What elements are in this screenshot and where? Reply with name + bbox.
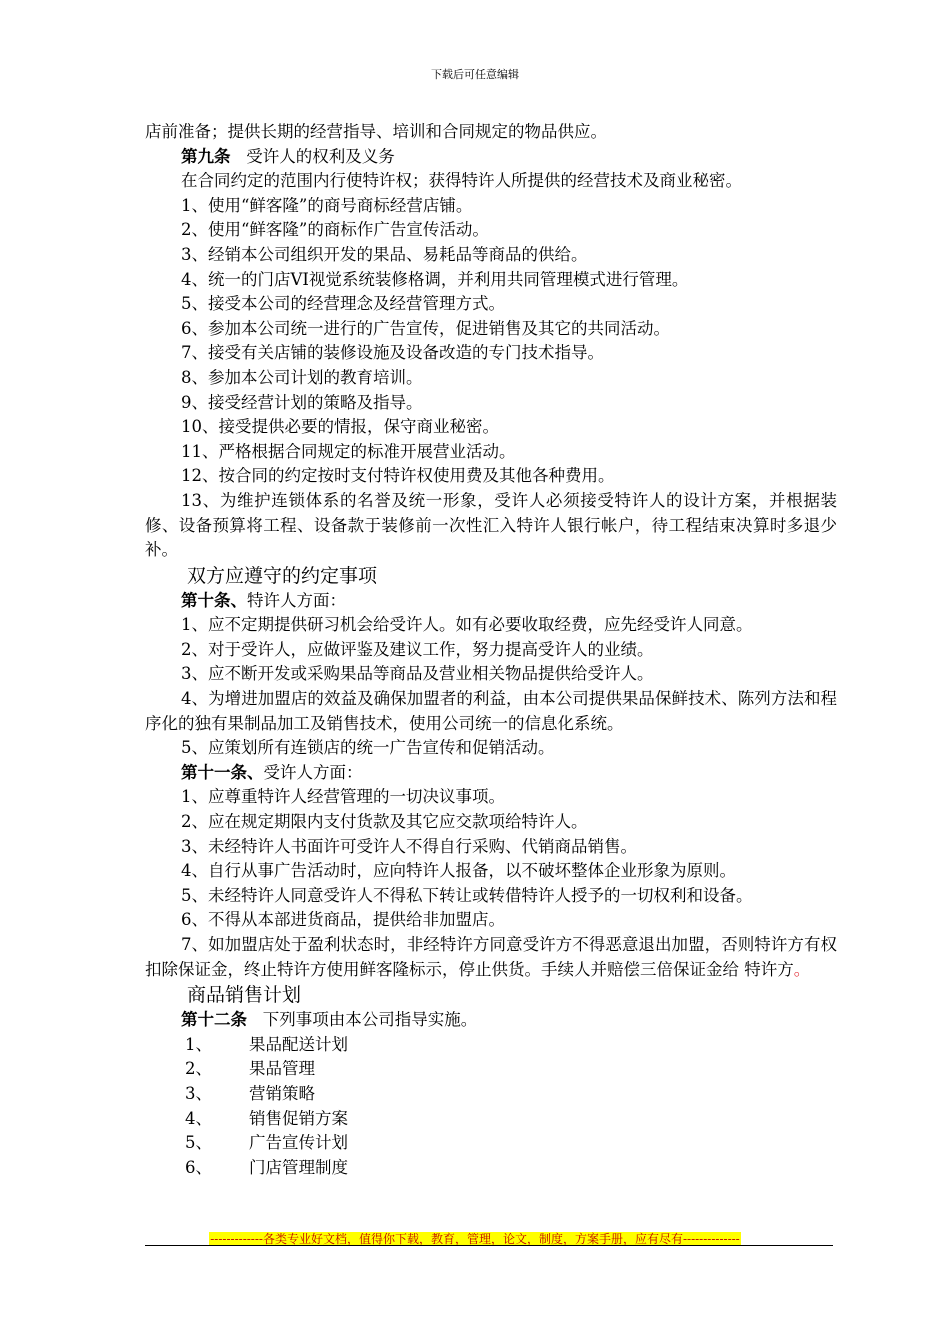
list-item: 6、不得从本部进货商品，提供给非加盟店。 bbox=[181, 910, 505, 930]
article-11-label: 第十一条、 bbox=[181, 762, 264, 782]
list-item: 2、使用“鲜客隆”的商标作广告宣传活动。 bbox=[181, 220, 489, 240]
list-item: 4、统一的门店VI视觉系统装修格调，并利用共同管理模式进行管理。 bbox=[181, 269, 689, 289]
article-9-desc: 在合同约定的范围内行使特许权；获得特许人所提供的经营技术及商业秘密。 bbox=[181, 171, 742, 191]
list-item bbox=[145, 1107, 837, 1132]
article-11-title: 受许人方面： bbox=[263, 762, 363, 782]
list-number: 6、 bbox=[185, 1157, 212, 1177]
article-10-heading bbox=[145, 589, 837, 614]
list-item: 2、应在规定期限内支付货款及其它应交款项给特许人。 bbox=[181, 812, 588, 832]
document-body bbox=[145, 120, 837, 1180]
footer-divider bbox=[145, 1245, 833, 1246]
article-11-heading bbox=[145, 761, 837, 786]
list-item: 4、自行从事广告活动时，应向特许人报备，以不破坏整体企业形象为原则。 bbox=[181, 861, 736, 881]
article-10-title: 特许人方面： bbox=[247, 590, 346, 610]
list-item bbox=[145, 1057, 837, 1082]
list-item: 8、参加本公司计划的教育培训。 bbox=[181, 367, 423, 387]
list-item: 5、未经特许人同意受许人不得私下转让或转借特许人授予的一切权利和设备。 bbox=[181, 885, 753, 905]
article-12-heading bbox=[145, 1008, 837, 1033]
list-item: 1、应不定期提供研习机会给受许人。如有必要收取经费，应先经受许人同意。 bbox=[181, 615, 753, 635]
list-item: 6、参加本公司统一进行的广告宣传，促进销售及其它的共同活动。 bbox=[181, 318, 670, 338]
page-header: 下载后可任意编辑 bbox=[431, 68, 519, 81]
list-number: 1、 bbox=[185, 1034, 212, 1054]
list-item: 4、为增进加盟店的效益及确保加盟者的利益，由本公司提供果品保鲜技术、陈列方法和程序化的独有果制品加工及销售技术，使用公司统一的信息化系统。 bbox=[145, 689, 837, 733]
list-item bbox=[145, 933, 837, 982]
list-item bbox=[145, 1156, 837, 1181]
list-item: 5、应策划所有连锁店的统一广告宣传和促销活动。 bbox=[181, 738, 555, 758]
list-text: 广告宣传计划 bbox=[249, 1133, 348, 1153]
list-text: 门店管理制度 bbox=[249, 1157, 348, 1177]
list-item: 11、严格根据合同规定的标准开展营业活动。 bbox=[181, 441, 516, 461]
list-item: 13、为维护连锁体系的名誉及统一形象，受许人必须接受特许人的设计方案，并根据装修、设备预算将工程、设备款于装修前一次性汇入特许人银行帐户，待工程结束决算时多退少补。 bbox=[145, 490, 837, 560]
list-item: 7、接受有关店铺的装修设施及设备改造的专门技术指导。 bbox=[181, 343, 604, 363]
list-item: 10、接受提供必要的情报，保守商业秘密。 bbox=[181, 417, 499, 437]
list-item: 9、接受经营计划的策略及指导。 bbox=[181, 392, 423, 412]
article-9-title: 受许人的权利及义务 bbox=[246, 146, 395, 166]
section-heading: 双方应遵守的约定事项 bbox=[187, 564, 378, 587]
list-item bbox=[145, 1131, 837, 1156]
list-item-text: 7、如加盟店处于盈利状态时，非经特许方同意受许方不得恶意退出加盟，否则特许方有权扣除保证金，终止特许方使用鲜客隆标示，停止供货。手续人并赔偿三倍保证金给 特许方 bbox=[145, 935, 837, 979]
article-9-heading bbox=[145, 145, 837, 170]
intro-line: 店前准备；提供长期的经营指导、培训和合同规定的物品供应。 bbox=[145, 122, 607, 141]
list-item: 2、对于受许人，应做评鉴及建议工作，努力提高受许人的业绩。 bbox=[181, 639, 654, 659]
list-number: 3、 bbox=[185, 1083, 212, 1103]
list-item-end-mark: 。 bbox=[793, 959, 811, 979]
article-12-title: 下列事项由本公司指导实施。 bbox=[262, 1010, 478, 1030]
list-text: 营销策略 bbox=[249, 1083, 315, 1103]
list-item: 3、未经特许人书面许可受许人不得自行采购、代销商品销售。 bbox=[181, 836, 637, 856]
list-item: 5、接受本公司的经营理念及经营管理方式。 bbox=[181, 294, 505, 314]
list-item: 1、使用“鲜客隆”的商号商标经营店铺。 bbox=[181, 195, 473, 215]
list-number: 2、 bbox=[185, 1059, 212, 1079]
article-9-label: 第九条 bbox=[181, 146, 231, 166]
list-number: 5、 bbox=[185, 1133, 212, 1153]
list-item bbox=[145, 1082, 837, 1107]
article-10-label: 第十条、 bbox=[181, 590, 247, 610]
footer-text: -------------各类专业好文档，值得你下载，教育，管理，论文，制度，方案手册，应有尽有-------------- bbox=[210, 1232, 740, 1246]
list-text: 果品配送计划 bbox=[249, 1034, 348, 1054]
list-item: 1、应尊重特许人经营管理的一切决议事项。 bbox=[181, 787, 505, 807]
list-item: 3、经销本公司组织开发的果品、易耗品等商品的供给。 bbox=[181, 244, 588, 264]
list-text: 销售促销方案 bbox=[249, 1108, 348, 1128]
list-item: 12、按合同的约定按时支付特许权使用费及其他各种费用。 bbox=[181, 466, 615, 486]
article-12-label: 第十二条 bbox=[181, 1010, 247, 1030]
list-item bbox=[145, 1033, 837, 1058]
list-item: 3、应不断开发或采购果品等商品及营业相关物品提供给受许人。 bbox=[181, 664, 654, 684]
section-heading: 商品销售计划 bbox=[187, 984, 302, 1007]
list-number: 4、 bbox=[185, 1108, 212, 1128]
list-text: 果品管理 bbox=[249, 1059, 315, 1079]
